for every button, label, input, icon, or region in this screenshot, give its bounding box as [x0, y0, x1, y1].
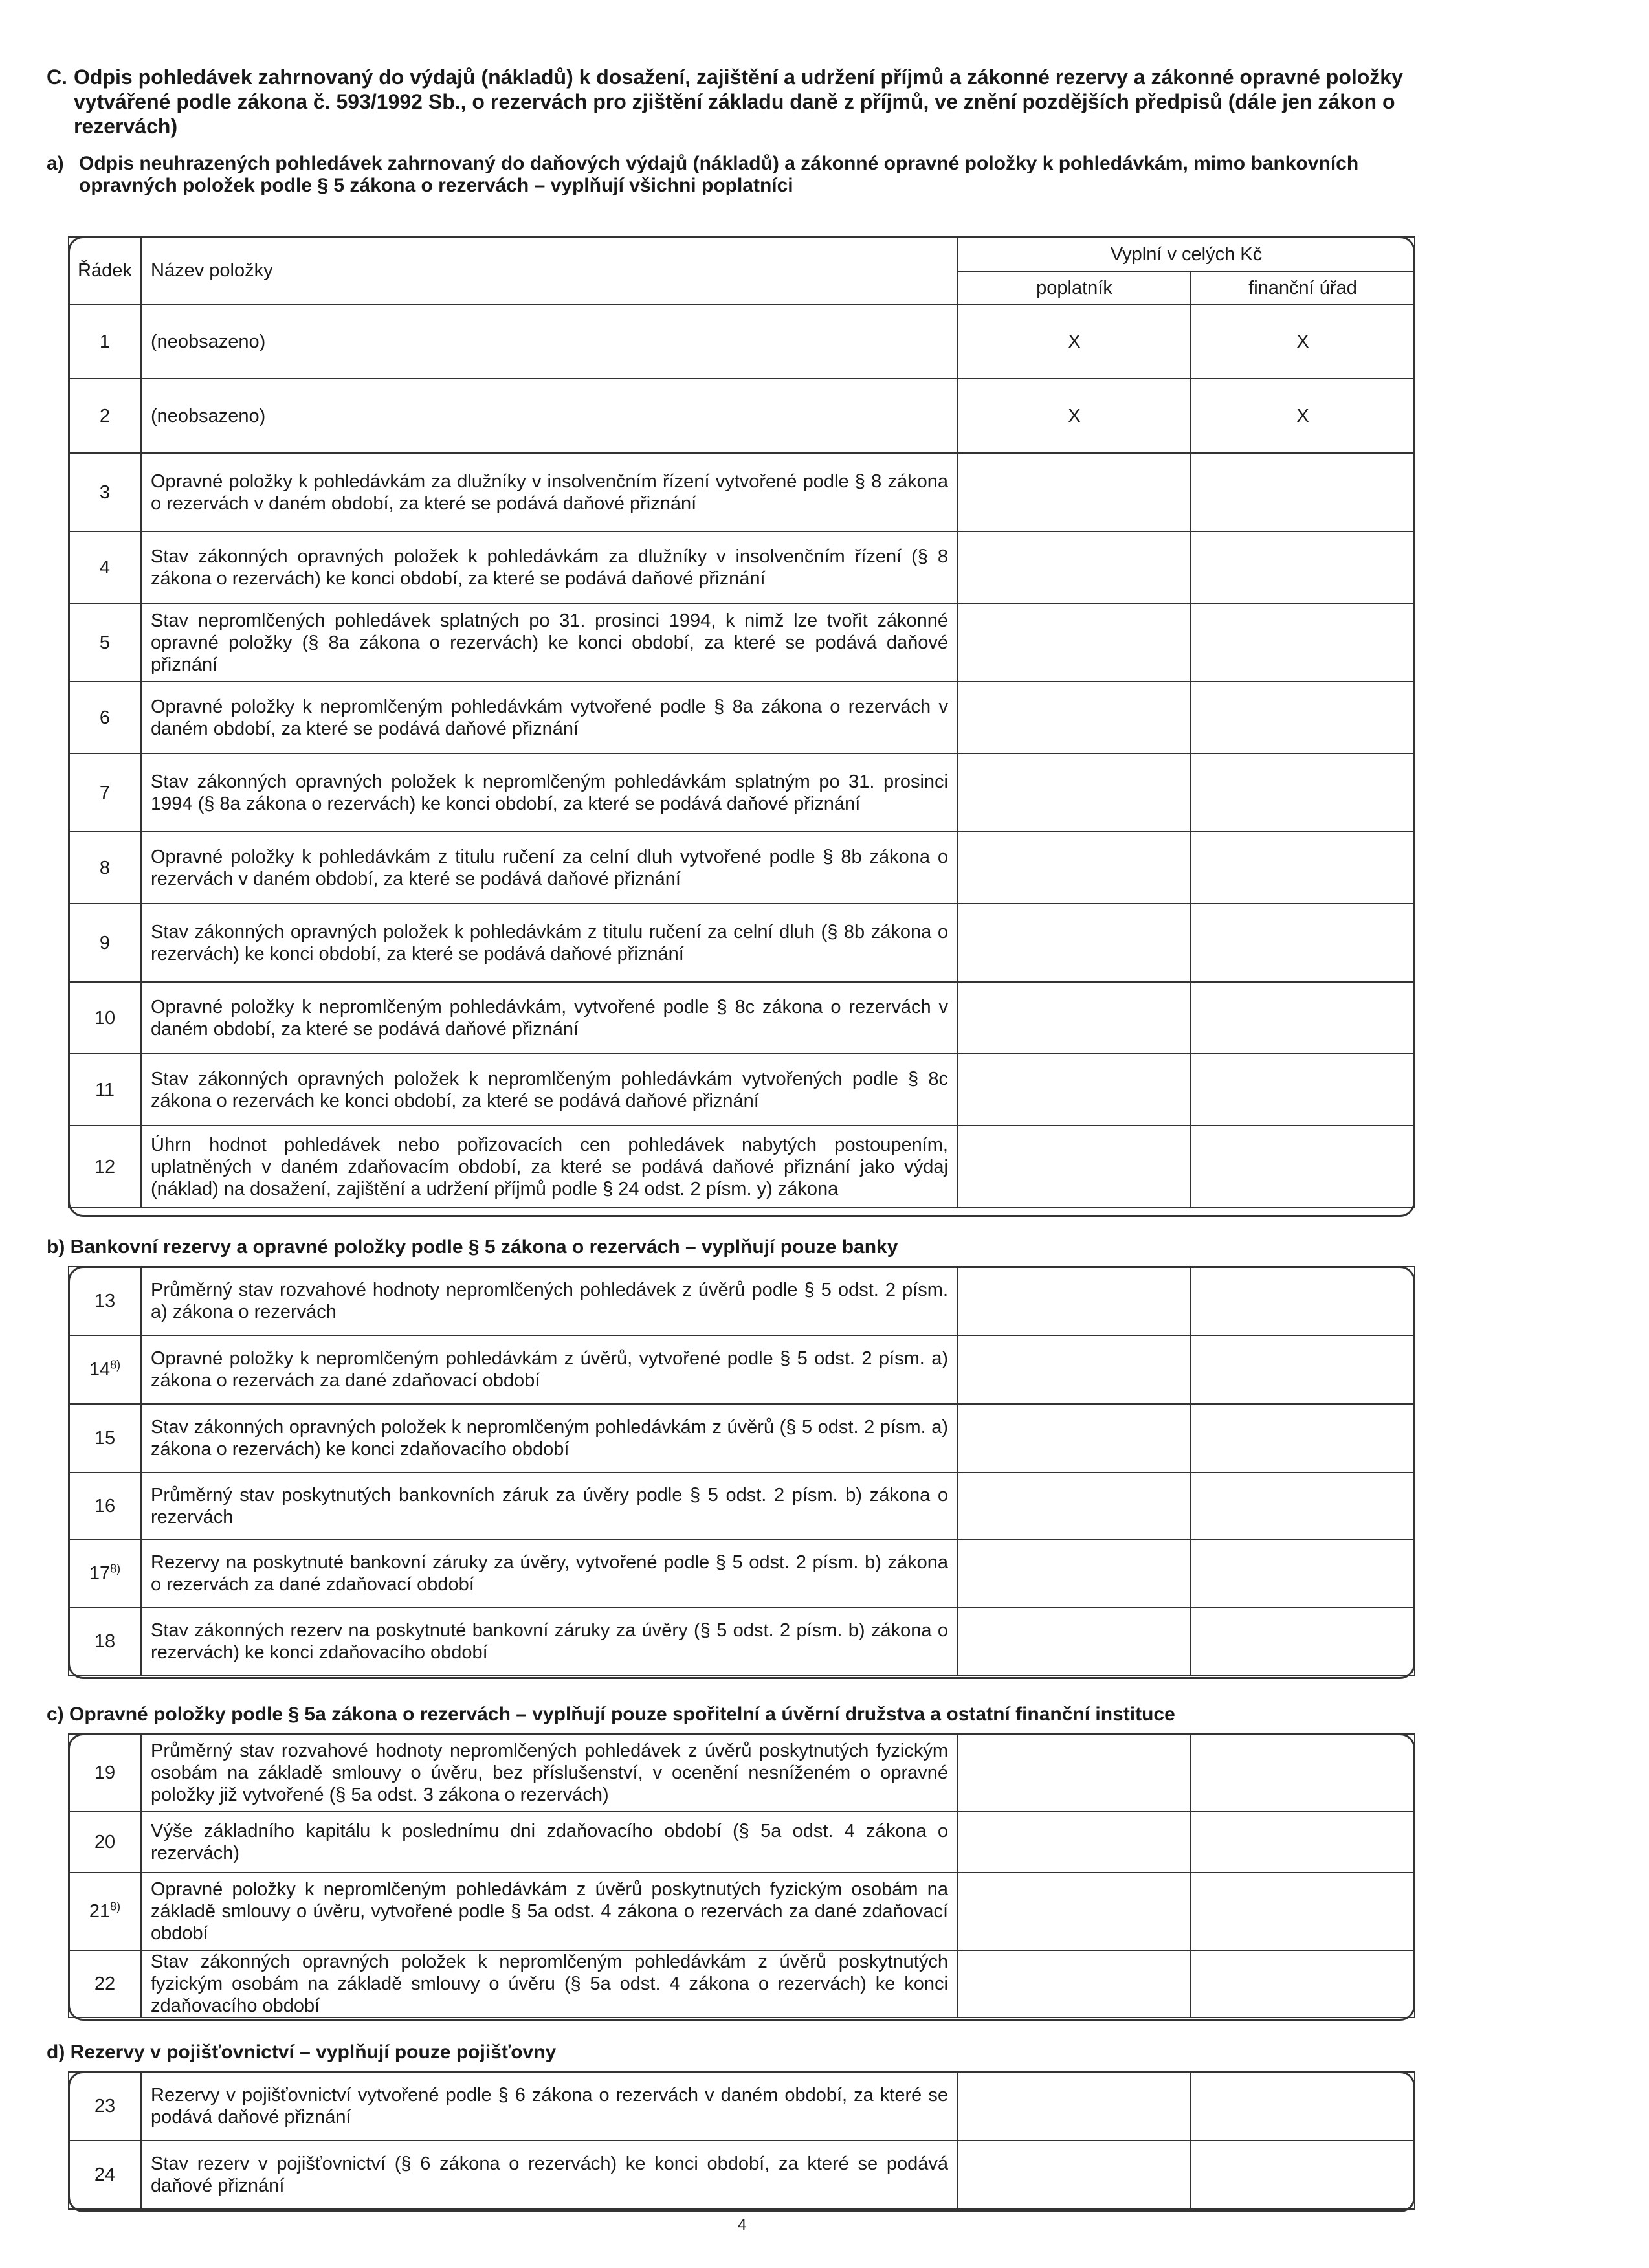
header-name-col: Název položky [141, 237, 958, 304]
taxpayer-amount-field[interactable] [958, 2140, 1191, 2209]
taxpayer-amount-field[interactable] [958, 753, 1191, 832]
table-row [69, 2072, 1415, 2140]
table-row [69, 753, 1415, 832]
table-row [69, 1054, 1415, 1126]
row-item-name: Opravné položky k pohledávkám z titulu ručení za celní dluh vytvořené podle § 8b zákona o rezervách v daném období, za které se podává daňové přiznání [141, 832, 958, 904]
table-row [69, 453, 1415, 531]
header-taxpayer: poplatník [958, 272, 1191, 304]
taxpayer-amount-field[interactable] [958, 1473, 1191, 1540]
row-number [69, 1950, 141, 2018]
table-row [69, 531, 1415, 603]
office-amount-field[interactable] [1191, 1812, 1415, 1873]
section-a-text: Odpis neuhrazených pohledávek zahrnovaný do daňových výdajů (nákladů) a zákonné opravné položky k pohledávkám, mimo bankovních opravných položek podle § 5 zákona o rezervách – vyplňují všichni poplatníci [79, 153, 1359, 196]
row-number-value: 13 [94, 1291, 116, 1311]
table-row [69, 1950, 1415, 2018]
taxpayer-amount-field[interactable] [958, 1950, 1191, 2018]
table-row [69, 1267, 1415, 1335]
row-number [69, 1404, 141, 1473]
row-item-name: Stav zákonných rezerv na poskytnuté bankovní záruky za úvěry (§ 5 odst. 2 písm. b) zákona o rezervách) ke konci zdaňovacího období [141, 1607, 958, 1676]
taxpayer-amount-field[interactable] [958, 1607, 1191, 1676]
header-fill-in: Vyplní v celých Kč [958, 237, 1415, 272]
office-amount-field[interactable] [1191, 2140, 1415, 2209]
heading-label: C. [47, 65, 67, 89]
row-item-name: Stav zákonných opravných položek k pohledávkám z titulu ručení za celní dluh (§ 8b zákona o rezervách) ke konci období, za které se podává daňové přiznání [141, 904, 958, 982]
row-number [69, 1812, 141, 1873]
table-row [69, 904, 1415, 982]
row-item-name: Rezervy v pojišťovnictví vytvořené podle § 6 zákona o rezervách v daném období, za které se podává daňové přiznání [141, 2072, 958, 2140]
taxpayer-amount-field[interactable] [958, 1812, 1191, 1873]
office-amount-field[interactable] [1191, 1054, 1415, 1126]
office-amount-field[interactable] [1191, 682, 1415, 753]
table-row [69, 379, 1415, 453]
office-amount-field[interactable] [1191, 753, 1415, 832]
table-row [69, 832, 1415, 904]
row-number [69, 603, 141, 682]
row-number [69, 753, 141, 832]
office-amount-field[interactable] [1191, 982, 1415, 1054]
table-b [68, 1266, 1415, 1676]
section-c-heading [47, 65, 1432, 139]
section-a-label: a) [47, 153, 64, 174]
row-number-value: 18 [94, 1631, 116, 1652]
taxpayer-amount-field[interactable] [958, 1873, 1191, 1950]
row-number-value: 20 [94, 1832, 116, 1852]
taxpayer-amount-field: X [958, 304, 1191, 379]
table-row [69, 1812, 1415, 1873]
row-number [69, 832, 141, 904]
row-number-value: 2 [99, 405, 111, 427]
row-item-name: Opravné položky k nepromlčeným pohledávkám z úvěrů, vytvořené podle § 5 odst. 2 písm. a) zákona o rezervách za dané zdaňovací období [141, 1335, 958, 1404]
row-number [69, 1540, 141, 1607]
row-item-name: Stav zákonných opravných položek k nepromlčeným pohledávkám vytvořených podle § 8c zákona o rezervách ke konci období, za které se podává daňové přiznání [141, 1054, 958, 1126]
office-amount-field[interactable] [1191, 2072, 1415, 2140]
office-amount-field[interactable] [1191, 1473, 1415, 1540]
row-number-value: 24 [94, 2164, 116, 2185]
table-row [69, 1607, 1415, 1676]
footnote-ref: 8) [110, 1900, 121, 1913]
row-number [69, 904, 141, 982]
taxpayer-amount-field: X [958, 379, 1191, 453]
row-number [69, 304, 141, 379]
taxpayer-amount-field[interactable] [958, 1404, 1191, 1473]
row-number-value: 12 [94, 1156, 116, 1177]
row-number-value: 5 [99, 632, 111, 653]
row-number [69, 379, 141, 453]
office-amount-field[interactable] [1191, 1335, 1415, 1404]
office-amount-field[interactable] [1191, 1267, 1415, 1335]
office-amount-field: X [1191, 379, 1415, 453]
taxpayer-amount-field[interactable] [958, 1054, 1191, 1126]
row-number [69, 1335, 141, 1404]
table-row [69, 982, 1415, 1054]
footnote-ref: 8) [110, 1358, 121, 1372]
row-item-name: Opravné položky k nepromlčeným pohledávkám vytvořené podle § 8a zákona o rezervách v daném období, za které se podává daňové přiznání [141, 682, 958, 753]
row-number [69, 1126, 141, 1208]
taxpayer-amount-field[interactable] [958, 1734, 1191, 1812]
table-row [69, 1126, 1415, 1208]
taxpayer-amount-field[interactable] [958, 1335, 1191, 1404]
taxpayer-amount-field[interactable] [958, 1540, 1191, 1607]
table-row [69, 682, 1415, 753]
office-amount-field[interactable] [1191, 1873, 1415, 1950]
table-row [69, 1404, 1415, 1473]
table-row [69, 1873, 1415, 1950]
office-amount-field[interactable] [1191, 832, 1415, 904]
row-number-value: 4 [99, 557, 111, 578]
row-number [69, 1473, 141, 1540]
row-item-name: Stav zákonných opravných položek k nepromlčeným pohledávkám z úvěrů (§ 5 odst. 2 písm. a) zákona o rezervách) ke konci zdaňovacího období [141, 1404, 958, 1473]
row-number [69, 1734, 141, 1812]
office-amount-field[interactable] [1191, 904, 1415, 982]
row-item-name: Stav zákonných opravných položek k pohledávkám za dlužníky v insolvenčním řízení (§ 8 zákona o rezervách) ke konci období, za které se podává daňové přiznání [141, 531, 958, 603]
table-a [68, 236, 1415, 1208]
row-number-value: 1 [99, 331, 111, 352]
row-number-value: 17 [89, 1563, 111, 1584]
row-item-name: (neobsazeno) [141, 379, 958, 453]
heading-text: Odpis pohledávek zahrnovaný do výdajů (nákladů) k dosažení, zajištění a udržení příjmů a zákonné rezervy a zákonné opravné položky vytvářené podle zákona č. 593/1992 Sb., o rezervách pro zjištění základu daně z příjmů, ve znění pozdějších předpisů (dále jen zákon o rezervách) [74, 65, 1403, 138]
row-number-value: 10 [94, 1007, 116, 1028]
row-number [69, 1607, 141, 1676]
row-number [69, 1054, 141, 1126]
taxpayer-amount-field[interactable] [958, 1267, 1191, 1335]
taxpayer-amount-field[interactable] [958, 531, 1191, 603]
table-d [68, 2071, 1415, 2210]
table-c [68, 1733, 1415, 2018]
section-d-title: d) Rezervy v pojišťovnictví – vyplňují pouze pojišťovny [47, 2041, 557, 2063]
page-number: 4 [738, 2216, 747, 2234]
row-number [69, 531, 141, 603]
row-item-name: Úhrn hodnot pohledávek nebo pořizovacích cen pohledávek nabytých postoupením, uplatněných v daném zdaňovacím období, za které se podává daňové přiznání jako výdaj (náklad) na dosažení, zajištění a udržení příjmů podle § 24 odst. 2 písm. y) zákona [141, 1126, 958, 1208]
row-number-value: 6 [99, 707, 111, 728]
table-row [69, 304, 1415, 379]
header-row-col: Řádek [69, 237, 141, 304]
office-amount-field[interactable] [1191, 1734, 1415, 1812]
row-number [69, 1267, 141, 1335]
row-item-name: Průměrný stav poskytnutých bankovních záruk za úvěry podle § 5 odst. 2 písm. b) zákona o rezervách [141, 1473, 958, 1540]
row-item-name: Stav zákonných opravných položek k nepromlčeným pohledávkám splatným po 31. prosinci 1994 (§ 8a zákona o rezervách) ke konci období, za které se podává daňové přiznání [141, 753, 958, 832]
row-number [69, 2140, 141, 2209]
row-number-value: 3 [99, 482, 111, 503]
row-number-value: 21 [89, 1901, 111, 1922]
footnote-ref: 8) [110, 1562, 121, 1575]
taxpayer-amount-field[interactable] [958, 904, 1191, 982]
taxpayer-amount-field[interactable] [958, 1126, 1191, 1208]
row-number-value: 16 [94, 1496, 116, 1517]
row-item-name: Stav rezerv v pojišťovnictví (§ 6 zákona o rezervách) ke konci období, za které se podává daňové přiznání [141, 2140, 958, 2209]
office-amount-field: X [1191, 304, 1415, 379]
row-number [69, 982, 141, 1054]
section-b-title: b) Bankovní rezervy a opravné položky podle § 5 zákona o rezervách – vyplňují pouze banky [47, 1236, 898, 1258]
row-number [69, 453, 141, 531]
section-a-title [47, 153, 1438, 197]
row-item-name: Opravné položky k nepromlčeným pohledávkám z úvěrů poskytnutých fyzickým osobám na základě smlouvy o úvěru, vytvořené podle § 5a odst. 4 zákona o rezervách za dané zdaňovací období [141, 1873, 958, 1950]
row-number-value: 15 [94, 1428, 116, 1449]
row-item-name: Opravné položky k nepromlčeným pohledávkám, vytvořené podle § 8c zákona o rezervách v daném období, za které se podává daňové přiznání [141, 982, 958, 1054]
row-number-value: 22 [94, 1973, 116, 1994]
row-item-name: Průměrný stav rozvahové hodnoty nepromlčených pohledávek z úvěrů podle § 5 odst. 2 písm. a) zákona o rezervách [141, 1267, 958, 1335]
row-number-value: 8 [99, 857, 111, 878]
row-number-value: 23 [94, 2096, 116, 2117]
row-item-name: Průměrný stav rozvahové hodnoty nepromlčených pohledávek z úvěrů poskytnutých fyzickým osobám na základě smlouvy o úvěru, bez příslušenství, v ocenění nesníženém o opravné položky již vytvořené (§ 5a odst. 3 zákona o rezervách) [141, 1734, 958, 1812]
row-number-value: 9 [99, 932, 111, 953]
row-item-name: Rezervy na poskytnuté bankovní záruky za úvěry, vytvořené podle § 5 odst. 2 písm. b) zákona o rezervách za dané zdaňovací období [141, 1540, 958, 1607]
taxpayer-amount-field[interactable] [958, 2072, 1191, 2140]
row-number [69, 1873, 141, 1950]
office-amount-field[interactable] [1191, 531, 1415, 603]
office-amount-field[interactable] [1191, 1126, 1415, 1208]
row-number-value: 19 [94, 1762, 116, 1783]
section-c-title: c) Opravné položky podle § 5a zákona o rezervách – vyplňují pouze spořitelní a úvěrní družstva a ostatní finanční instituce [47, 1704, 1175, 1725]
office-amount-field[interactable] [1191, 1404, 1415, 1473]
table-row [69, 2140, 1415, 2209]
taxpayer-amount-field[interactable] [958, 682, 1191, 753]
table-row [69, 603, 1415, 682]
office-amount-field[interactable] [1191, 1950, 1415, 2018]
taxpayer-amount-field[interactable] [958, 603, 1191, 682]
office-amount-field[interactable] [1191, 1540, 1415, 1607]
row-item-name: Výše základního kapitálu k poslednímu dni zdaňovacího období (§ 5a odst. 4 zákona o rezervách) [141, 1812, 958, 1873]
row-item-name: Stav nepromlčených pohledávek splatných po 31. prosinci 1994, k nimž lze tvořit zákonné opravné položky (§ 8a zákona o rezervách) ke konci období, za které se podává daňové přiznání [141, 603, 958, 682]
row-number-value: 14 [89, 1359, 111, 1380]
row-number-value: 7 [99, 782, 111, 803]
office-amount-field[interactable] [1191, 603, 1415, 682]
office-amount-field[interactable] [1191, 1607, 1415, 1676]
row-item-name: Opravné položky k pohledávkám za dlužníky v insolvenčním řízení vytvořené podle § 8 zákona o rezervách v daném období, za které se podává daňové přiznání [141, 453, 958, 531]
row-number-value: 11 [94, 1079, 115, 1100]
table-row [69, 1335, 1415, 1404]
taxpayer-amount-field[interactable] [958, 453, 1191, 531]
header-office: finanční úřad [1191, 272, 1415, 304]
row-number [69, 682, 141, 753]
row-number [69, 2072, 141, 2140]
taxpayer-amount-field[interactable] [958, 982, 1191, 1054]
row-item-name: (neobsazeno) [141, 304, 958, 379]
row-item-name: Stav zákonných opravných položek k nepromlčeným pohledávkám z úvěrů poskytnutých fyzickým osobám na základě smlouvy o úvěru (§ 5a odst. 4 zákona o rezervách) ke konci zdaňovacího období [141, 1950, 958, 2018]
table-row [69, 1540, 1415, 1607]
table-row [69, 1473, 1415, 1540]
taxpayer-amount-field[interactable] [958, 832, 1191, 904]
table-row [69, 1734, 1415, 1812]
office-amount-field[interactable] [1191, 453, 1415, 531]
